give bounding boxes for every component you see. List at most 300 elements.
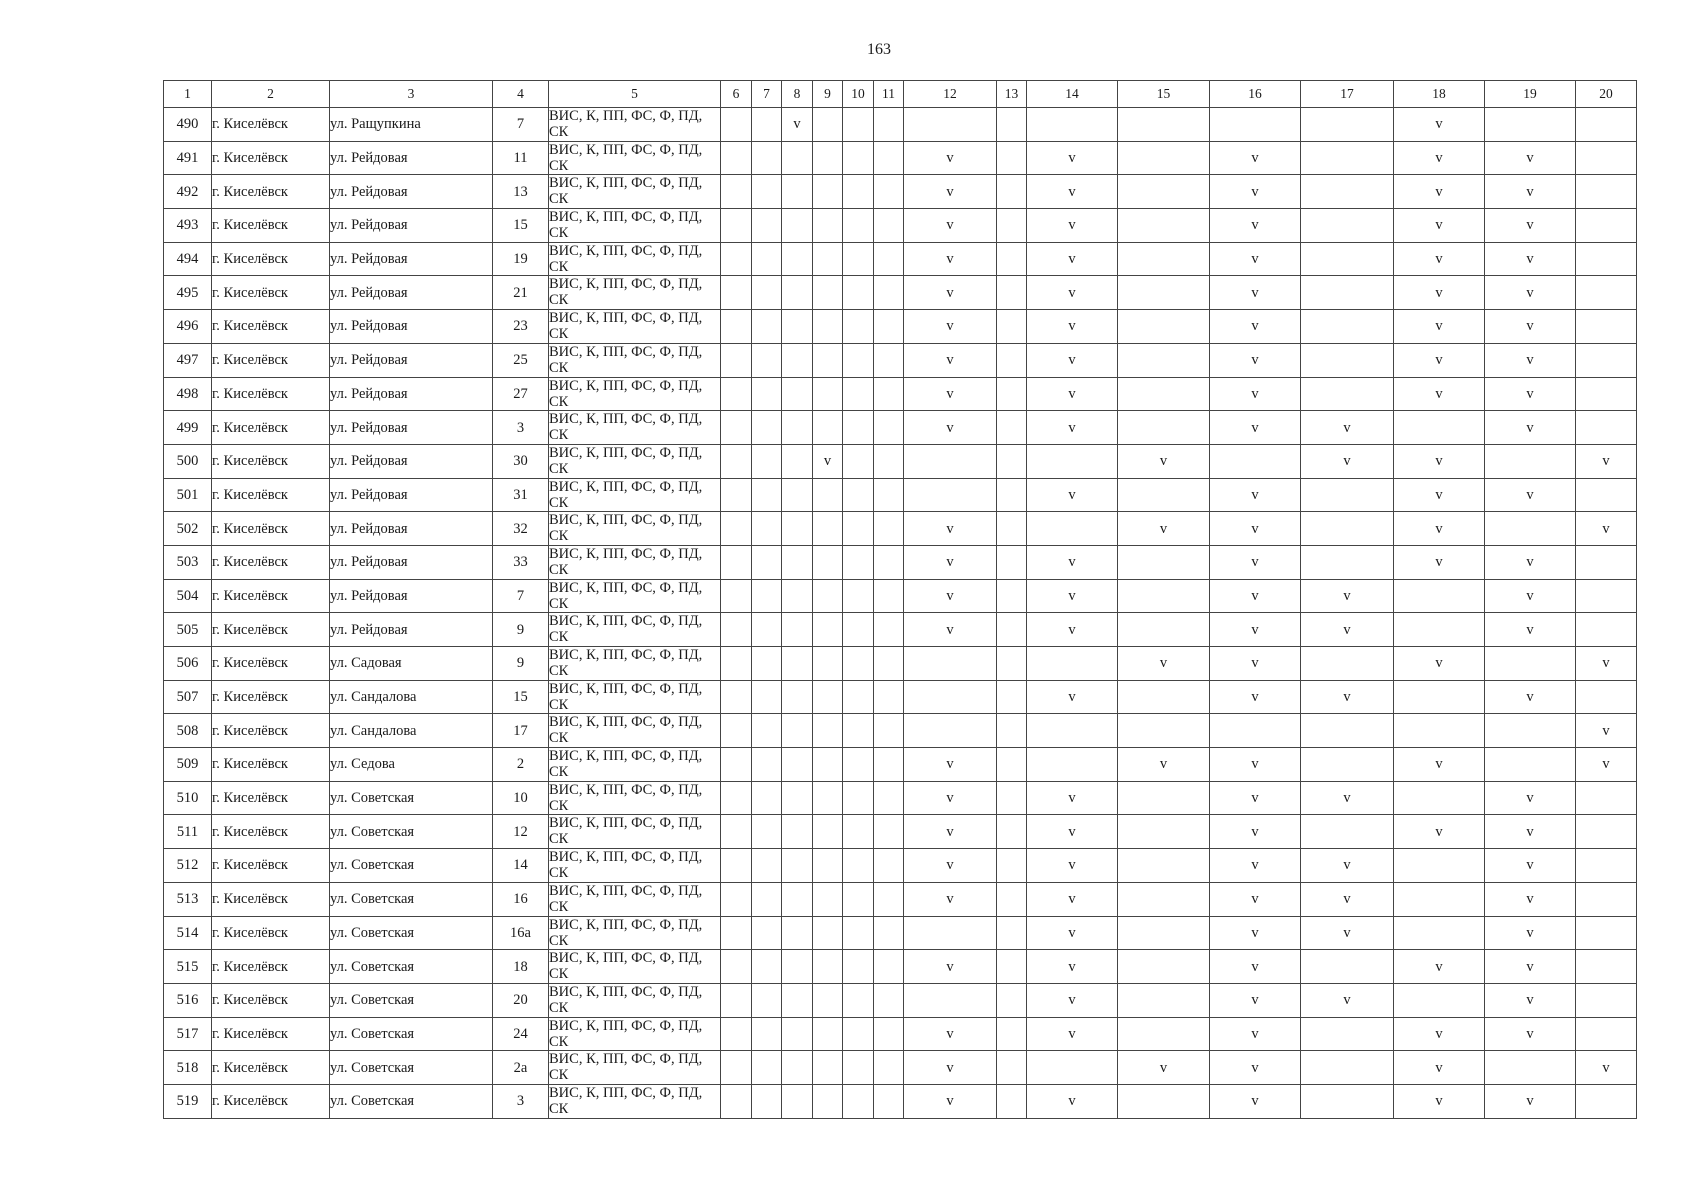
- header-cell-15: 15: [1118, 81, 1210, 108]
- types-cell: ВИС, К, ПП, ФС, Ф, ПД, СК: [549, 343, 721, 377]
- house-number-cell: 14: [493, 849, 549, 883]
- mark-cell-col-18: v: [1394, 950, 1485, 984]
- house-number-cell: 31: [493, 478, 549, 512]
- row-number-cell: 495: [164, 276, 212, 310]
- mark-cell-col-15: [1118, 1084, 1210, 1118]
- mark-cell-col-9: [813, 512, 843, 546]
- mark-cell-col-17: [1301, 714, 1394, 748]
- header-cell-20: 20: [1576, 81, 1637, 108]
- street-cell: ул. Советская: [330, 1017, 493, 1051]
- street-cell: ул. Советская: [330, 950, 493, 984]
- mark-cell-col-9: [813, 882, 843, 916]
- house-number-cell: 25: [493, 343, 549, 377]
- mark-cell-col-16: v: [1210, 310, 1301, 344]
- mark-cell-col-17: [1301, 310, 1394, 344]
- house-number-cell: 18: [493, 950, 549, 984]
- table-row: [164, 916, 1637, 950]
- mark-cell-col-11: [874, 647, 904, 681]
- mark-cell-col-12: [904, 444, 997, 478]
- table-row: [164, 377, 1637, 411]
- mark-cell-col-11: [874, 579, 904, 613]
- city-cell: г. Киселёвск: [212, 411, 330, 445]
- mark-cell-col-8: [782, 343, 813, 377]
- mark-cell-col-16: v: [1210, 748, 1301, 782]
- street-cell: ул. Рейдовая: [330, 613, 493, 647]
- mark-cell-col-15: [1118, 1017, 1210, 1051]
- mark-cell-col-7: [752, 377, 782, 411]
- row-number-cell: 509: [164, 748, 212, 782]
- mark-cell-col-12: v: [904, 1051, 997, 1085]
- types-cell: ВИС, К, ПП, ФС, Ф, ПД, СК: [549, 108, 721, 142]
- mark-cell-col-20: v: [1576, 1051, 1637, 1085]
- mark-cell-col-8: [782, 714, 813, 748]
- types-cell: ВИС, К, ПП, ФС, Ф, ПД, СК: [549, 613, 721, 647]
- table-row: [164, 276, 1637, 310]
- mark-cell-col-7: [752, 680, 782, 714]
- mark-cell-col-10: [843, 141, 874, 175]
- mark-cell-col-9: [813, 748, 843, 782]
- mark-cell-col-6: [721, 579, 752, 613]
- mark-cell-col-7: [752, 444, 782, 478]
- header-cell-11: 11: [874, 81, 904, 108]
- city-cell: г. Киселёвск: [212, 983, 330, 1017]
- header-cell-3: 3: [330, 81, 493, 108]
- street-cell: ул. Рейдовая: [330, 545, 493, 579]
- mark-cell-col-18: v: [1394, 209, 1485, 243]
- mark-cell-col-6: [721, 714, 752, 748]
- mark-cell-col-10: [843, 444, 874, 478]
- mark-cell-col-11: [874, 209, 904, 243]
- mark-cell-col-18: [1394, 983, 1485, 1017]
- mark-cell-col-9: [813, 1017, 843, 1051]
- mark-cell-col-19: v: [1485, 579, 1576, 613]
- mark-cell-col-10: [843, 579, 874, 613]
- mark-cell-col-12: [904, 108, 997, 142]
- mark-cell-col-11: [874, 950, 904, 984]
- mark-cell-col-13: [997, 579, 1027, 613]
- mark-cell-col-11: [874, 613, 904, 647]
- mark-cell-col-8: [782, 276, 813, 310]
- street-cell: ул. Рейдовая: [330, 310, 493, 344]
- mark-cell-col-12: v: [904, 950, 997, 984]
- mark-cell-col-6: [721, 377, 752, 411]
- mark-cell-col-16: [1210, 714, 1301, 748]
- mark-cell-col-9: [813, 175, 843, 209]
- house-number-cell: 15: [493, 209, 549, 243]
- mark-cell-col-16: v: [1210, 242, 1301, 276]
- mark-cell-col-9: [813, 343, 843, 377]
- mark-cell-col-12: [904, 916, 997, 950]
- table-header: [164, 81, 1637, 108]
- city-cell: г. Киселёвск: [212, 108, 330, 142]
- house-number-cell: 7: [493, 108, 549, 142]
- mark-cell-col-10: [843, 781, 874, 815]
- table-row: [164, 1051, 1637, 1085]
- mark-cell-col-17: v: [1301, 916, 1394, 950]
- mark-cell-col-18: v: [1394, 310, 1485, 344]
- street-cell: ул. Садовая: [330, 647, 493, 681]
- mark-cell-col-16: v: [1210, 916, 1301, 950]
- table-row: [164, 983, 1637, 1017]
- mark-cell-col-14: v: [1027, 343, 1118, 377]
- mark-cell-col-8: [782, 141, 813, 175]
- mark-cell-col-7: [752, 748, 782, 782]
- mark-cell-col-15: [1118, 209, 1210, 243]
- mark-cell-col-15: [1118, 108, 1210, 142]
- mark-cell-col-16: v: [1210, 175, 1301, 209]
- mark-cell-col-17: v: [1301, 579, 1394, 613]
- mark-cell-col-14: [1027, 444, 1118, 478]
- mark-cell-col-17: v: [1301, 680, 1394, 714]
- header-cell-13: 13: [997, 81, 1027, 108]
- mark-cell-col-11: [874, 815, 904, 849]
- mark-cell-col-7: [752, 108, 782, 142]
- mark-cell-col-16: v: [1210, 141, 1301, 175]
- mark-cell-col-11: [874, 141, 904, 175]
- mark-cell-col-11: [874, 849, 904, 883]
- mark-cell-col-18: v: [1394, 647, 1485, 681]
- mark-cell-col-14: v: [1027, 950, 1118, 984]
- mark-cell-col-20: [1576, 1017, 1637, 1051]
- mark-cell-col-14: v: [1027, 276, 1118, 310]
- mark-cell-col-14: v: [1027, 377, 1118, 411]
- mark-cell-col-14: v: [1027, 1017, 1118, 1051]
- mark-cell-col-6: [721, 108, 752, 142]
- mark-cell-col-10: [843, 242, 874, 276]
- mark-cell-col-13: [997, 680, 1027, 714]
- mark-cell-col-6: [721, 1051, 752, 1085]
- header-row: [164, 81, 1637, 108]
- mark-cell-col-17: [1301, 108, 1394, 142]
- mark-cell-col-16: v: [1210, 815, 1301, 849]
- header-cell-10: 10: [843, 81, 874, 108]
- mark-cell-col-17: [1301, 343, 1394, 377]
- mark-cell-col-10: [843, 983, 874, 1017]
- mark-cell-col-12: v: [904, 748, 997, 782]
- mark-cell-col-20: [1576, 411, 1637, 445]
- mark-cell-col-14: v: [1027, 175, 1118, 209]
- mark-cell-col-20: v: [1576, 512, 1637, 546]
- header-cell-2: 2: [212, 81, 330, 108]
- mark-cell-col-11: [874, 882, 904, 916]
- row-number-cell: 498: [164, 377, 212, 411]
- mark-cell-col-16: v: [1210, 882, 1301, 916]
- mark-cell-col-11: [874, 916, 904, 950]
- mark-cell-col-7: [752, 276, 782, 310]
- mark-cell-col-20: [1576, 916, 1637, 950]
- mark-cell-col-19: v: [1485, 377, 1576, 411]
- mark-cell-col-15: [1118, 916, 1210, 950]
- types-cell: ВИС, К, ПП, ФС, Ф, ПД, СК: [549, 647, 721, 681]
- row-number-cell: 515: [164, 950, 212, 984]
- mark-cell-col-12: v: [904, 175, 997, 209]
- mark-cell-col-12: [904, 680, 997, 714]
- types-cell: ВИС, К, ПП, ФС, Ф, ПД, СК: [549, 680, 721, 714]
- mark-cell-col-20: [1576, 108, 1637, 142]
- mark-cell-col-17: v: [1301, 613, 1394, 647]
- mark-cell-col-9: [813, 781, 843, 815]
- mark-cell-col-16: v: [1210, 1051, 1301, 1085]
- mark-cell-col-19: [1485, 748, 1576, 782]
- table-row: [164, 545, 1637, 579]
- types-cell: ВИС, К, ПП, ФС, Ф, ПД, СК: [549, 310, 721, 344]
- mark-cell-col-10: [843, 882, 874, 916]
- mark-cell-col-14: v: [1027, 579, 1118, 613]
- mark-cell-col-18: [1394, 916, 1485, 950]
- row-number-cell: 490: [164, 108, 212, 142]
- mark-cell-col-14: v: [1027, 141, 1118, 175]
- mark-cell-col-12: v: [904, 276, 997, 310]
- mark-cell-col-9: [813, 141, 843, 175]
- street-cell: ул. Рейдовая: [330, 209, 493, 243]
- mark-cell-col-12: v: [904, 815, 997, 849]
- mark-cell-col-13: [997, 141, 1027, 175]
- mark-cell-col-19: v: [1485, 175, 1576, 209]
- header-cell-17: 17: [1301, 81, 1394, 108]
- house-number-cell: 32: [493, 512, 549, 546]
- mark-cell-col-8: [782, 310, 813, 344]
- mark-cell-col-17: [1301, 377, 1394, 411]
- mark-cell-col-14: [1027, 748, 1118, 782]
- mark-cell-col-10: [843, 815, 874, 849]
- mark-cell-col-6: [721, 748, 752, 782]
- street-cell: ул. Ращупкина: [330, 108, 493, 142]
- mark-cell-col-19: v: [1485, 950, 1576, 984]
- mark-cell-col-8: [782, 882, 813, 916]
- mark-cell-col-20: [1576, 849, 1637, 883]
- mark-cell-col-7: [752, 242, 782, 276]
- mark-cell-col-17: [1301, 276, 1394, 310]
- mark-cell-col-14: v: [1027, 849, 1118, 883]
- mark-cell-col-9: [813, 983, 843, 1017]
- street-cell: ул. Советская: [330, 1051, 493, 1085]
- mark-cell-col-12: v: [904, 849, 997, 883]
- mark-cell-col-20: v: [1576, 444, 1637, 478]
- mark-cell-col-12: [904, 647, 997, 681]
- table-row: [164, 680, 1637, 714]
- page-number: 163: [867, 41, 891, 58]
- mark-cell-col-8: [782, 613, 813, 647]
- mark-cell-col-12: v: [904, 882, 997, 916]
- street-cell: ул. Рейдовая: [330, 242, 493, 276]
- city-cell: г. Киселёвск: [212, 849, 330, 883]
- mark-cell-col-8: [782, 950, 813, 984]
- mark-cell-col-20: [1576, 781, 1637, 815]
- mark-cell-col-12: v: [904, 343, 997, 377]
- mark-cell-col-8: [782, 478, 813, 512]
- mark-cell-col-7: [752, 613, 782, 647]
- mark-cell-col-17: [1301, 748, 1394, 782]
- house-number-cell: 11: [493, 141, 549, 175]
- house-number-cell: 13: [493, 175, 549, 209]
- types-cell: ВИС, К, ПП, ФС, Ф, ПД, СК: [549, 849, 721, 883]
- mark-cell-col-20: [1576, 141, 1637, 175]
- mark-cell-col-10: [843, 647, 874, 681]
- street-cell: ул. Рейдовая: [330, 377, 493, 411]
- mark-cell-col-12: v: [904, 1017, 997, 1051]
- mark-cell-col-13: [997, 209, 1027, 243]
- mark-cell-col-20: [1576, 310, 1637, 344]
- mark-cell-col-15: [1118, 781, 1210, 815]
- header-cell-9: 9: [813, 81, 843, 108]
- mark-cell-col-7: [752, 512, 782, 546]
- mark-cell-col-18: v: [1394, 815, 1485, 849]
- mark-cell-col-6: [721, 1084, 752, 1118]
- row-number-cell: 496: [164, 310, 212, 344]
- mark-cell-col-16: v: [1210, 209, 1301, 243]
- mark-cell-col-6: [721, 175, 752, 209]
- mark-cell-col-19: v: [1485, 343, 1576, 377]
- mark-cell-col-7: [752, 815, 782, 849]
- mark-cell-col-20: [1576, 815, 1637, 849]
- mark-cell-col-6: [721, 1017, 752, 1051]
- mark-cell-col-14: v: [1027, 545, 1118, 579]
- mark-cell-col-19: [1485, 512, 1576, 546]
- table-row: [164, 647, 1637, 681]
- table-row: [164, 175, 1637, 209]
- mark-cell-col-13: [997, 343, 1027, 377]
- house-number-cell: 3: [493, 1084, 549, 1118]
- header-cell-4: 4: [493, 81, 549, 108]
- mark-cell-col-13: [997, 175, 1027, 209]
- city-cell: г. Киселёвск: [212, 276, 330, 310]
- mark-cell-col-15: [1118, 478, 1210, 512]
- mark-cell-col-19: v: [1485, 882, 1576, 916]
- mark-cell-col-7: [752, 882, 782, 916]
- mark-cell-col-8: [782, 1084, 813, 1118]
- types-cell: ВИС, К, ПП, ФС, Ф, ПД, СК: [549, 377, 721, 411]
- mark-cell-col-8: [782, 849, 813, 883]
- house-number-cell: 21: [493, 276, 549, 310]
- city-cell: г. Киселёвск: [212, 310, 330, 344]
- types-cell: ВИС, К, ПП, ФС, Ф, ПД, СК: [549, 579, 721, 613]
- types-cell: ВИС, К, ПП, ФС, Ф, ПД, СК: [549, 950, 721, 984]
- table-row: [164, 141, 1637, 175]
- mark-cell-col-7: [752, 1017, 782, 1051]
- mark-cell-col-7: [752, 343, 782, 377]
- mark-cell-col-7: [752, 950, 782, 984]
- mark-cell-col-9: [813, 545, 843, 579]
- house-number-cell: 3: [493, 411, 549, 445]
- mark-cell-col-15: [1118, 276, 1210, 310]
- mark-cell-col-9: [813, 108, 843, 142]
- mark-cell-col-19: [1485, 108, 1576, 142]
- row-number-cell: 518: [164, 1051, 212, 1085]
- city-cell: г. Киселёвск: [212, 512, 330, 546]
- house-number-cell: 10: [493, 781, 549, 815]
- mark-cell-col-13: [997, 545, 1027, 579]
- mark-cell-col-6: [721, 242, 752, 276]
- mark-cell-col-16: v: [1210, 613, 1301, 647]
- mark-cell-col-12: v: [904, 411, 997, 445]
- mark-cell-col-17: [1301, 242, 1394, 276]
- mark-cell-col-11: [874, 343, 904, 377]
- mark-cell-col-20: [1576, 579, 1637, 613]
- mark-cell-col-13: [997, 478, 1027, 512]
- mark-cell-col-10: [843, 748, 874, 782]
- mark-cell-col-9: [813, 613, 843, 647]
- mark-cell-col-9: [813, 714, 843, 748]
- mark-cell-col-15: [1118, 983, 1210, 1017]
- mark-cell-col-10: [843, 714, 874, 748]
- mark-cell-col-10: [843, 849, 874, 883]
- mark-cell-col-19: v: [1485, 613, 1576, 647]
- mark-cell-col-6: [721, 310, 752, 344]
- mark-cell-col-11: [874, 714, 904, 748]
- row-number-cell: 512: [164, 849, 212, 883]
- header-cell-7: 7: [752, 81, 782, 108]
- city-cell: г. Киселёвск: [212, 343, 330, 377]
- types-cell: ВИС, К, ПП, ФС, Ф, ПД, СК: [549, 209, 721, 243]
- mark-cell-col-6: [721, 209, 752, 243]
- mark-cell-col-18: [1394, 849, 1485, 883]
- city-cell: г. Киселёвск: [212, 175, 330, 209]
- mark-cell-col-11: [874, 175, 904, 209]
- mark-cell-col-12: v: [904, 242, 997, 276]
- street-cell: ул. Рейдовая: [330, 343, 493, 377]
- types-cell: ВИС, К, ПП, ФС, Ф, ПД, СК: [549, 175, 721, 209]
- types-cell: ВИС, К, ПП, ФС, Ф, ПД, СК: [549, 512, 721, 546]
- mark-cell-col-7: [752, 714, 782, 748]
- types-cell: ВИС, К, ПП, ФС, Ф, ПД, СК: [549, 882, 721, 916]
- mark-cell-col-20: v: [1576, 748, 1637, 782]
- table-row: [164, 512, 1637, 546]
- mark-cell-col-12: v: [904, 613, 997, 647]
- mark-cell-col-11: [874, 512, 904, 546]
- mark-cell-col-14: v: [1027, 916, 1118, 950]
- mark-cell-col-18: v: [1394, 108, 1485, 142]
- mark-cell-col-20: [1576, 613, 1637, 647]
- mark-cell-col-19: v: [1485, 1017, 1576, 1051]
- mark-cell-col-8: [782, 512, 813, 546]
- mark-cell-col-19: [1485, 647, 1576, 681]
- mark-cell-col-17: [1301, 1017, 1394, 1051]
- row-number-cell: 501: [164, 478, 212, 512]
- mark-cell-col-12: v: [904, 141, 997, 175]
- types-cell: ВИС, К, ПП, ФС, Ф, ПД, СК: [549, 1017, 721, 1051]
- house-number-cell: 9: [493, 647, 549, 681]
- data-table: [163, 80, 1637, 1119]
- mark-cell-col-11: [874, 478, 904, 512]
- table-row: [164, 579, 1637, 613]
- mark-cell-col-6: [721, 411, 752, 445]
- mark-cell-col-7: [752, 1051, 782, 1085]
- mark-cell-col-14: v: [1027, 478, 1118, 512]
- house-number-cell: 2: [493, 748, 549, 782]
- mark-cell-col-19: v: [1485, 276, 1576, 310]
- table-body: [164, 108, 1637, 1119]
- row-number-cell: 513: [164, 882, 212, 916]
- mark-cell-col-17: [1301, 545, 1394, 579]
- mark-cell-col-14: v: [1027, 815, 1118, 849]
- mark-cell-col-6: [721, 545, 752, 579]
- mark-cell-col-16: v: [1210, 950, 1301, 984]
- table-row: [164, 108, 1637, 142]
- city-cell: г. Киселёвск: [212, 882, 330, 916]
- mark-cell-col-19: v: [1485, 781, 1576, 815]
- types-cell: ВИС, К, ПП, ФС, Ф, ПД, СК: [549, 983, 721, 1017]
- city-cell: г. Киселёвск: [212, 444, 330, 478]
- city-cell: г. Киселёвск: [212, 478, 330, 512]
- mark-cell-col-7: [752, 209, 782, 243]
- mark-cell-col-11: [874, 545, 904, 579]
- street-cell: ул. Советская: [330, 916, 493, 950]
- mark-cell-col-13: [997, 714, 1027, 748]
- house-number-cell: 19: [493, 242, 549, 276]
- mark-cell-col-18: [1394, 714, 1485, 748]
- street-cell: ул. Рейдовая: [330, 141, 493, 175]
- mark-cell-col-11: [874, 983, 904, 1017]
